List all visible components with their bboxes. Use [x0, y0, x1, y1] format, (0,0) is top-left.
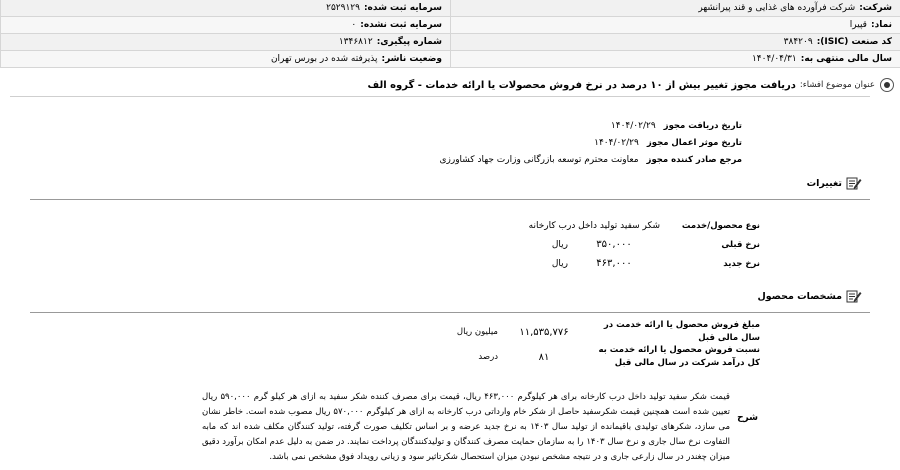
company-value: شرکت فرآورده های غذایی و قند پیرانشهر [698, 3, 856, 13]
publisher-status-cell [0, 51, 450, 67]
sales-ratio-label: نسبت فروش محصول یا ارائه خدمت به کل درآمد شرکت در سال مالی قبل [598, 345, 760, 368]
publisher-status-value: پذیرفته شده در بورس تهران [270, 54, 378, 64]
sales-amount-value: ۱۱,۵۳۵,۷۷۶ [519, 326, 569, 338]
previous-rate-row [529, 235, 760, 254]
product-type-label: نوع محصول/خدمت [681, 220, 760, 231]
section-changes-header [807, 176, 862, 190]
divider [30, 199, 870, 200]
radio-icon [880, 78, 894, 92]
registered-capital-cell [0, 0, 450, 16]
isic-label: کد صنعت (ISIC): [816, 37, 892, 47]
permit-receive-date-value: ۱۴۰۴/۰۲/۲۹ [610, 120, 656, 131]
unregistered-capital-cell [0, 17, 450, 33]
fiscal-year-label: سال مالی منتهی به: [800, 54, 892, 64]
tracking-number-cell [0, 34, 450, 50]
description-label: شرح [737, 413, 758, 423]
sales-amount-label: مبلغ فروش محصول یا ارائه خدمت در سال مالی قبل [603, 320, 760, 343]
product-type-value: شکر سفید تولید داخل درب کارخانه [528, 220, 660, 231]
divider [30, 312, 870, 313]
edit-icon [846, 289, 862, 303]
section-specs-header [758, 289, 862, 303]
permit-issuer-value: معاونت محترم توسعه بازرگانی وزارت جهاد کشاورزی [439, 154, 639, 165]
subject-label: عنوان موضوع افشاء: [799, 80, 875, 90]
new-rate-row [529, 254, 760, 273]
new-rate-value: ۴۶۳,۰۰۰ [596, 258, 632, 269]
registered-capital-value: ۲۵۲۹۱۲۹ [326, 3, 360, 13]
unregistered-capital-value: ۰ [351, 20, 357, 30]
symbol-value: قپیرا [849, 20, 867, 30]
permit-info [439, 117, 742, 168]
header-row [0, 0, 900, 17]
publisher-status-label: وضعیت ناشر: [381, 54, 442, 64]
permit-row [439, 117, 742, 134]
specs-table [438, 322, 760, 372]
permit-effective-date-value: ۱۴۰۴/۰۲/۲۹ [594, 137, 639, 148]
company-name-cell [450, 0, 900, 16]
tracking-number-label: شماره پیگیری: [376, 37, 442, 47]
section-changes-title: تغییرات [806, 177, 842, 189]
previous-rate-unit: ریال [551, 239, 568, 250]
company-header [0, 0, 900, 68]
tracking-number-value: ۱۳۴۶۸۱۲ [338, 37, 373, 47]
symbol-label: نماد: [870, 20, 892, 30]
product-type-row [529, 216, 760, 235]
previous-rate-value: ۳۵۰,۰۰۰ [596, 239, 632, 250]
edit-icon [846, 176, 862, 190]
sales-ratio-row [438, 342, 760, 372]
permit-issuer-label: مرجع صادر کننده مجوز [646, 154, 742, 165]
sales-amount-row [438, 322, 760, 342]
permit-row [439, 134, 742, 151]
permit-row [439, 151, 742, 168]
divider [10, 96, 870, 97]
new-rate-unit: ریال [551, 258, 568, 269]
new-rate-label: نرخ جدید [723, 258, 760, 269]
symbol-cell [450, 17, 900, 33]
disclosure-subject [6, 74, 894, 96]
permit-receive-date-label: تاریخ دریافت مجوز [663, 120, 742, 131]
company-label: شرکت: [859, 3, 892, 13]
permit-effective-date-label: تاریخ موثر اعمال مجوز [646, 137, 742, 148]
isic-cell [450, 34, 900, 50]
previous-rate-label: نرخ قبلی [721, 239, 760, 250]
section-specs-title: مشخصات محصول [757, 290, 842, 302]
isic-value: ۳۸۴۲۰۹ [783, 37, 813, 47]
sales-ratio-unit: درصد [478, 352, 498, 362]
registered-capital-label: سرمایه ثبت شده: [363, 3, 442, 13]
header-row [0, 51, 900, 68]
sales-ratio-value: ۸۱ [538, 351, 550, 363]
header-row [0, 17, 900, 34]
fiscal-year-value: ۱۴۰۴/۰۴/۳۱ [751, 54, 797, 64]
subject-title: دریافت مجوز تغییر بیش از ۱۰ درصد در نرخ فروش محصولات یا ارائه خدمات - گروه الف [367, 79, 796, 91]
changes-table [529, 216, 760, 273]
fiscal-year-cell [450, 51, 900, 67]
unregistered-capital-label: سرمایه ثبت نشده: [360, 20, 442, 30]
sales-amount-unit: میلیون ریال [456, 327, 498, 337]
description-text: قیمت شکر سفید تولید داخل درب کارخانه برای هر کیلوگرم ۴۶۳,۰۰۰ ریال، قیمت برای مصرف کننده شکر سفید به ازای هر کیلو گرم ۵۹۰,۰۰۰ ریال تعیین شده است همچنین قیمت شکرسفید حاصل از شکر خام وارداتی درب کارخانه به ازای هر کیلوگرم ۵۷۰,۰۰۰ ریال مصوب شده است. خاطر نشان می سازد، شکرهای تولیدی باقیمانده از تولید سال ۱۴۰۳ به نرخ جدید عرضه و بر اساس تکلیف صورت گرفته، تولید کنندگان مکلف شده اند که مابه التفاوت نرخ سال جاری و نرخ سال ۱۴۰۳ را به سازمان حمایت مصرف کنندگان و تولیدکنندگان پرداخت نمایند. در ضمن به دلیل عدم امکان برآورد دقیق میزان چغندر در سال زارعی جاری و در نتیجه مشخص نبودن میزان استحصال شکرتاثیر سود و زیانی رویداد فوق مشخص نمی باشد. [202, 392, 731, 462]
header-row [0, 34, 900, 51]
